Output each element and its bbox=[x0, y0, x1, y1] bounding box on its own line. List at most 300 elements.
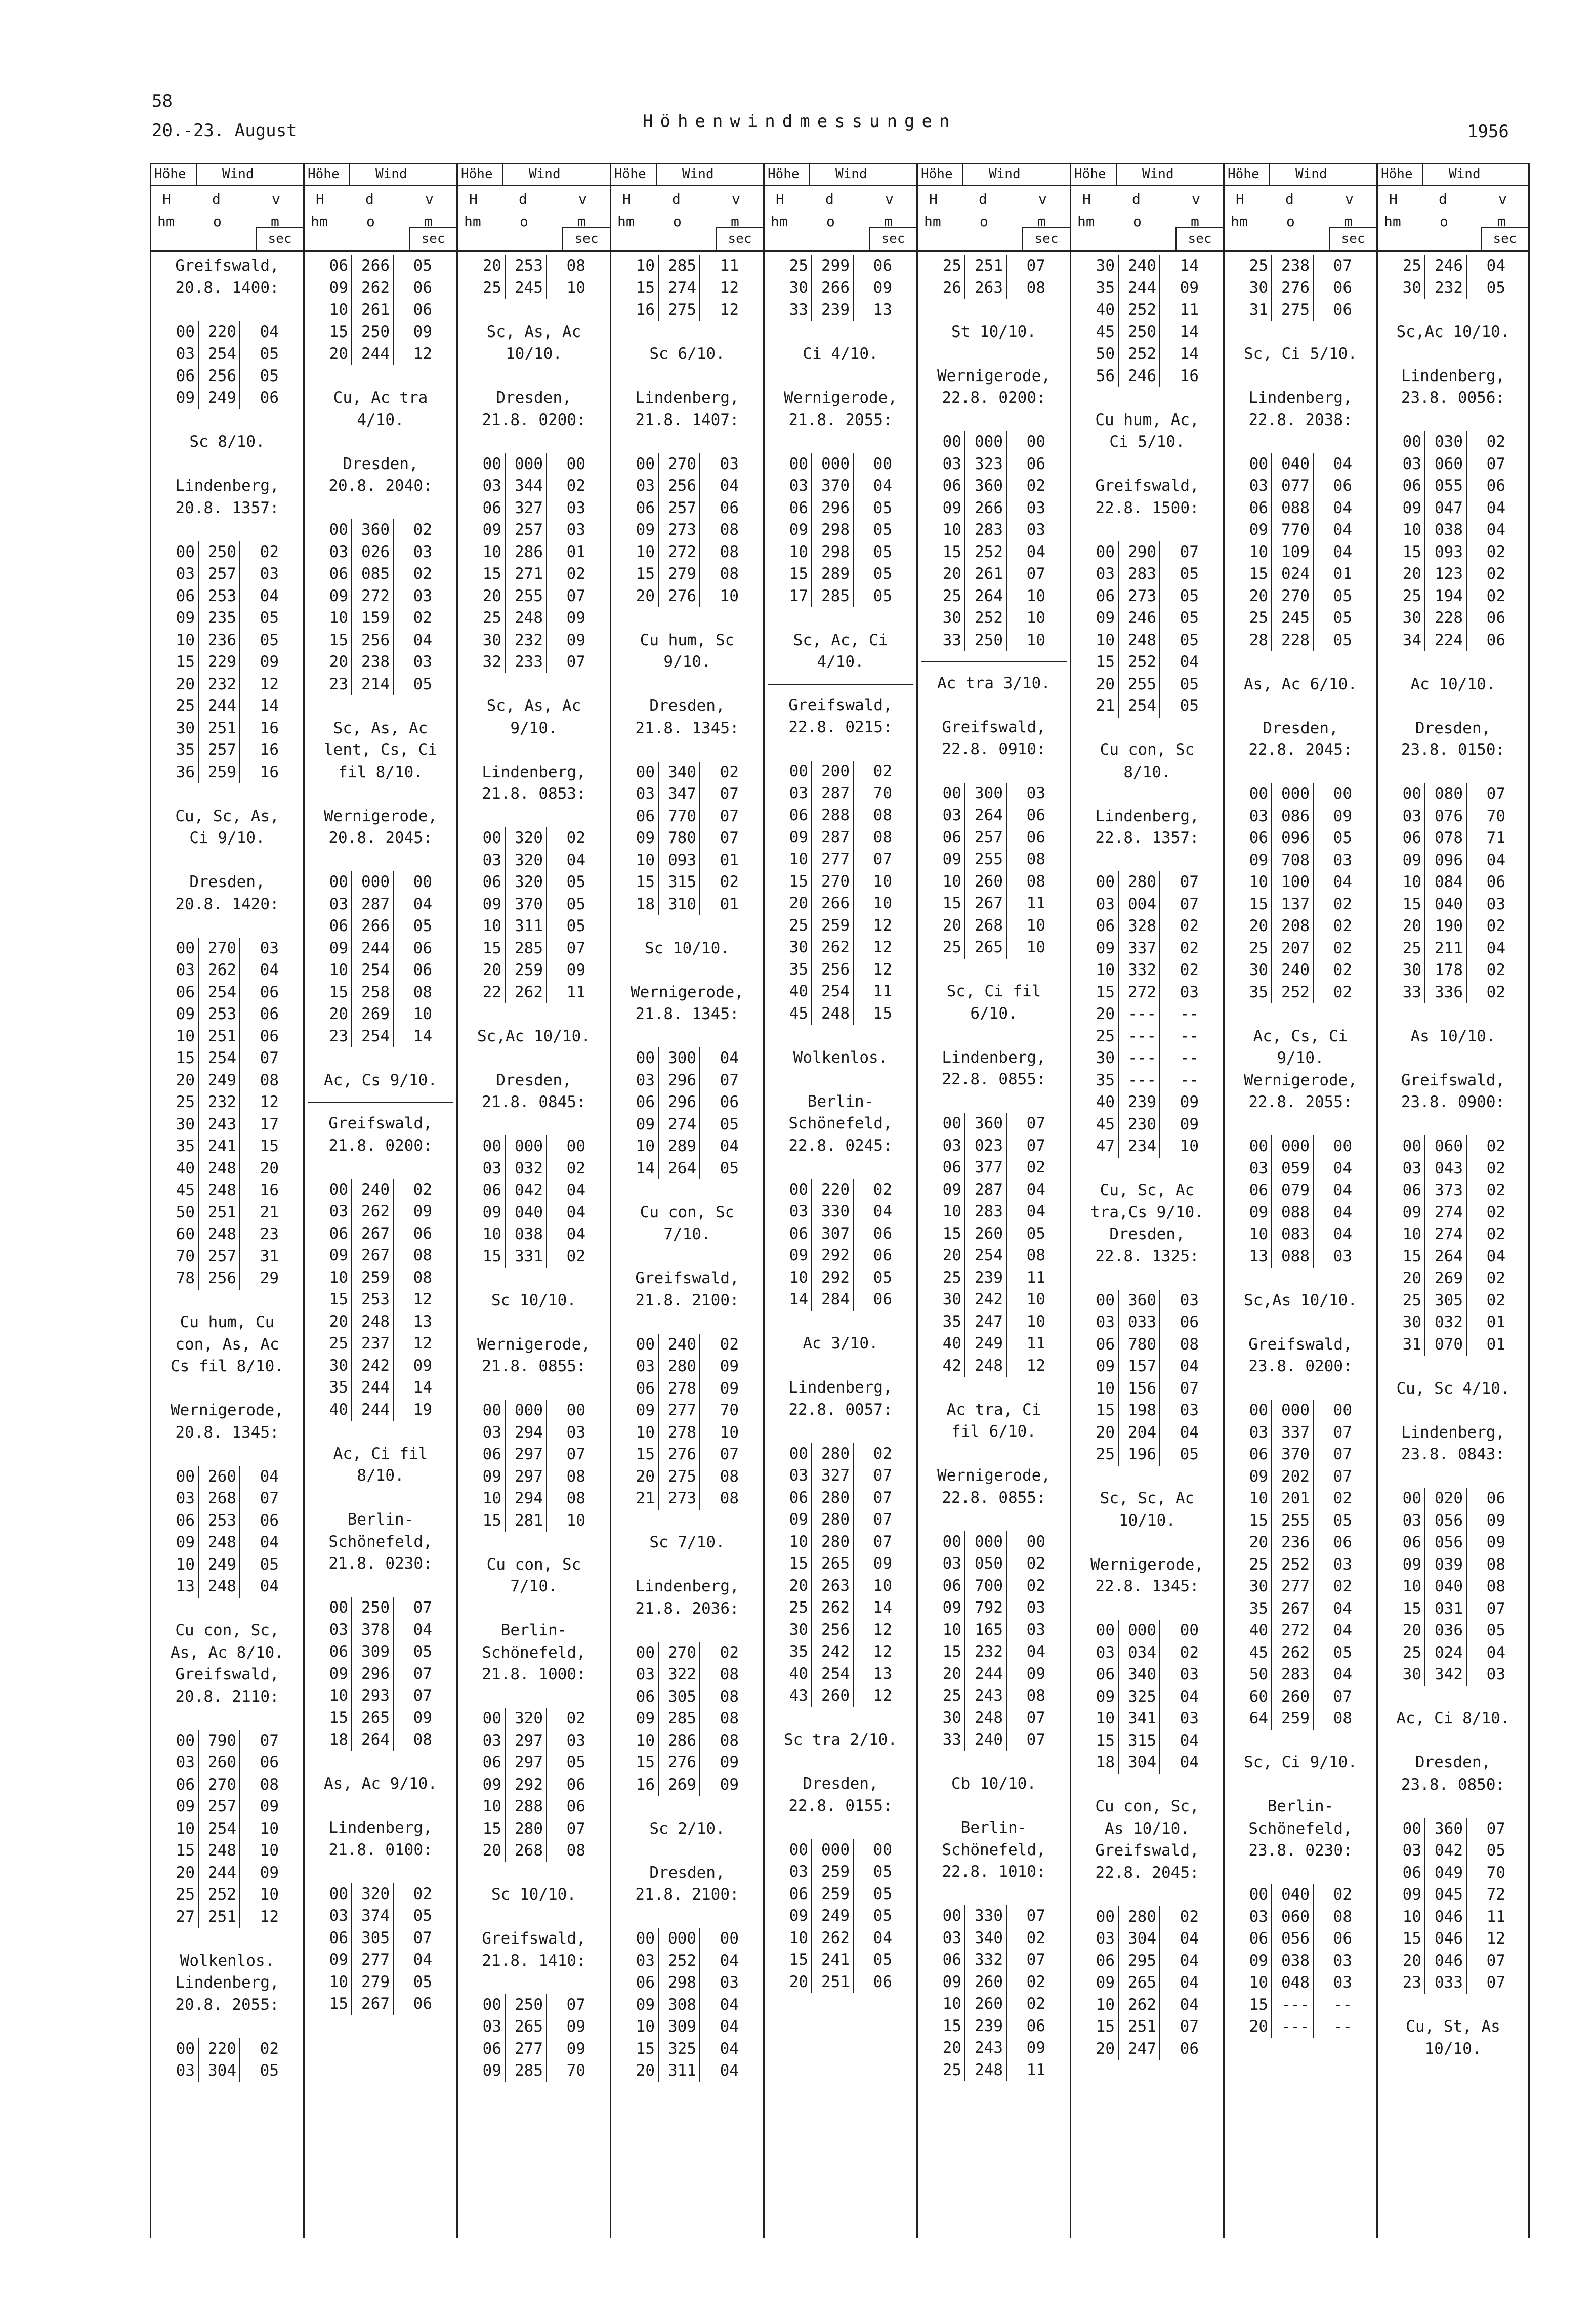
speed-cell: 05 bbox=[1180, 1445, 1199, 1463]
speed-cell: 01 bbox=[1333, 565, 1352, 583]
station-label: 21.8. 0200: bbox=[328, 1136, 433, 1155]
direction-cell: 296 bbox=[659, 1070, 700, 1092]
table-row bbox=[1381, 1510, 1525, 1532]
direction-cell: 232 bbox=[199, 673, 240, 696]
speed-cell: 04 bbox=[260, 961, 279, 979]
direction-cell: 248 bbox=[965, 1355, 1007, 1377]
table-row bbox=[1381, 915, 1525, 938]
blank-line bbox=[1074, 1774, 1220, 1796]
header-top-row bbox=[765, 164, 916, 186]
table-row bbox=[1228, 629, 1373, 652]
speed-cell: 04 bbox=[260, 1467, 279, 1486]
blank-line bbox=[1381, 1730, 1525, 1752]
station-label: 22.8. 0855: bbox=[942, 1070, 1046, 1088]
table-row bbox=[154, 1906, 300, 1928]
table-row bbox=[308, 894, 453, 916]
direction-cell: 297 bbox=[506, 1444, 547, 1466]
hm-unit: hm bbox=[924, 213, 941, 230]
station-label: Ac tra 3/10. bbox=[937, 674, 1051, 692]
direction-cell: 311 bbox=[659, 2060, 700, 2082]
table-row bbox=[308, 915, 453, 938]
station-label: Schönefeld, bbox=[328, 1532, 433, 1551]
height-cell: 20 bbox=[308, 651, 352, 673]
direction-cell: 244 bbox=[352, 938, 394, 960]
height-cell: 10 bbox=[768, 849, 812, 871]
height-cell: 20 bbox=[1228, 1532, 1272, 1554]
table-row bbox=[154, 959, 300, 982]
hm-unit: hm bbox=[464, 213, 481, 230]
speed-cell: 10 bbox=[1026, 586, 1045, 605]
direction-cell: 268 bbox=[965, 915, 1007, 937]
direction-cell: 288 bbox=[506, 1796, 547, 1818]
speed-cell: 05 bbox=[873, 1951, 892, 1969]
height-cell: 03 bbox=[921, 1553, 965, 1575]
station-label: Cu, Sc, Ac bbox=[1100, 1181, 1195, 1199]
speed-cell: 04 bbox=[720, 2039, 739, 2058]
direction-cell: 251 bbox=[199, 1202, 240, 1224]
direction-cell: 300 bbox=[965, 783, 1007, 805]
height-cell: 25 bbox=[461, 607, 506, 629]
direction-cell: 253 bbox=[199, 1003, 240, 1026]
station-label: 22.8. 2038: bbox=[1248, 410, 1353, 429]
direction-cell: 374 bbox=[352, 1905, 394, 1927]
speed-cell: 13 bbox=[413, 1312, 432, 1331]
table-column bbox=[150, 163, 303, 2238]
hm-unit: hm bbox=[771, 213, 788, 230]
height-cell: 30 bbox=[1074, 1047, 1119, 1070]
table-row bbox=[308, 299, 453, 321]
height-cell: 25 bbox=[308, 1333, 352, 1355]
height-cell: 35 bbox=[1228, 1598, 1272, 1620]
m-unit: m bbox=[884, 213, 893, 230]
blank-line bbox=[1228, 365, 1373, 388]
height-cell: 15 bbox=[921, 893, 965, 915]
speed-cell: 11 bbox=[1486, 1907, 1505, 1926]
direction-cell: 260 bbox=[199, 1466, 240, 1488]
table-row bbox=[614, 827, 760, 850]
height-cell: 20 bbox=[461, 255, 506, 277]
height-cell: 10 bbox=[768, 1531, 812, 1553]
speed-cell: 07 bbox=[1486, 785, 1505, 803]
station-label: Cu, Sc 4/10. bbox=[1396, 1379, 1510, 1398]
table-row bbox=[308, 1685, 453, 1707]
speed-cell: 06 bbox=[1180, 2039, 1199, 2058]
table-row bbox=[921, 1245, 1067, 1267]
table-row bbox=[1074, 277, 1220, 300]
speed-cell: 02 bbox=[1486, 917, 1505, 935]
station-label: Wernigerode, bbox=[171, 1401, 284, 1419]
table-row bbox=[461, 2038, 607, 2060]
speed-cell: 09 bbox=[413, 1708, 432, 1727]
height-cell: 09 bbox=[308, 938, 352, 960]
speed-cell: 06 bbox=[260, 983, 279, 1001]
height-cell: 09 bbox=[921, 1971, 965, 1994]
speed-cell: 03 bbox=[1180, 1665, 1199, 1683]
speed-cell: 04 bbox=[1333, 1225, 1352, 1243]
height-cell: 09 bbox=[1074, 1356, 1119, 1378]
table-row bbox=[1228, 585, 1373, 608]
speed-cell: 02 bbox=[1486, 565, 1505, 583]
direction-cell: 280 bbox=[659, 1356, 700, 1378]
d-symbol: d bbox=[979, 191, 987, 207]
table-row bbox=[1381, 1224, 1525, 1246]
m-unit: m bbox=[731, 213, 739, 230]
direction-cell: 257 bbox=[659, 497, 700, 520]
table-row bbox=[1074, 1070, 1220, 1092]
table-row bbox=[154, 1510, 300, 1532]
blank-line bbox=[921, 761, 1067, 783]
direction-cell: 252 bbox=[1119, 651, 1160, 673]
direction-cell: 246 bbox=[1425, 255, 1467, 277]
speed-cell: -- bbox=[1180, 1049, 1199, 1067]
speed-cell: 12 bbox=[720, 301, 739, 319]
station-label: Sc tra 2/10. bbox=[784, 1731, 897, 1749]
speed-cell: 08 bbox=[720, 1665, 739, 1683]
speed-cell: 10 bbox=[720, 586, 739, 605]
height-cell: 00 bbox=[308, 519, 352, 541]
header-divider bbox=[196, 164, 197, 185]
deg-unit: o bbox=[673, 213, 682, 230]
speed-cell: 06 bbox=[1486, 1489, 1505, 1507]
table-row bbox=[308, 1355, 453, 1377]
speed-cell: 03 bbox=[566, 1423, 585, 1442]
speed-cell: 04 bbox=[1180, 1753, 1199, 1772]
height-cell: 06 bbox=[921, 1575, 965, 1597]
blank-line bbox=[1074, 1884, 1220, 1906]
direction-cell: 265 bbox=[1119, 1972, 1160, 1994]
sec-unit: sec bbox=[1481, 227, 1528, 250]
table-row bbox=[921, 563, 1067, 585]
height-cell: 03 bbox=[921, 453, 965, 476]
speed-cell: 02 bbox=[566, 1247, 585, 1266]
speed-cell: 09 bbox=[566, 609, 585, 627]
table-row bbox=[768, 1883, 913, 1906]
height-cell: 25 bbox=[921, 585, 965, 608]
direction-cell: 228 bbox=[1272, 629, 1314, 652]
direction-cell: 264 bbox=[352, 1729, 394, 1751]
height-cell: 10 bbox=[1228, 871, 1272, 894]
height-cell: 00 bbox=[461, 1994, 506, 2016]
speed-cell: 05 bbox=[1026, 1224, 1045, 1243]
direction-cell: 248 bbox=[1119, 629, 1160, 652]
speed-cell: 02 bbox=[413, 521, 432, 539]
table-row bbox=[461, 1202, 607, 1224]
direction-cell: 000 bbox=[506, 1400, 547, 1422]
table-row bbox=[768, 893, 913, 915]
direction-cell: 059 bbox=[1272, 1158, 1314, 1180]
table-row bbox=[461, 255, 607, 277]
v-symbol: v bbox=[732, 191, 740, 207]
direction-cell: 288 bbox=[812, 805, 854, 827]
table-row bbox=[154, 1026, 300, 1048]
height-cell: 21 bbox=[614, 1488, 659, 1510]
direction-cell: 244 bbox=[199, 695, 240, 718]
speed-cell: 03 bbox=[1026, 1620, 1045, 1639]
height-cell: 25 bbox=[1381, 1290, 1425, 1312]
direction-cell: 296 bbox=[659, 1091, 700, 1114]
direction-cell: 207 bbox=[1272, 938, 1314, 960]
speed-cell: 06 bbox=[413, 278, 432, 297]
table-row bbox=[461, 1818, 607, 1840]
deg-unit: o bbox=[826, 213, 835, 230]
speed-cell: 05 bbox=[260, 630, 279, 649]
direction-cell: 327 bbox=[812, 1465, 854, 1487]
blank-line bbox=[1228, 1268, 1373, 1290]
height-cell: 27 bbox=[154, 1906, 199, 1928]
m-unit: m bbox=[271, 213, 279, 230]
speed-cell: 07 bbox=[566, 1995, 585, 2014]
table-row bbox=[308, 255, 453, 277]
speed-cell: 05 bbox=[1333, 1643, 1352, 1662]
direction-cell: 042 bbox=[1425, 1840, 1467, 1862]
height-cell: 26 bbox=[921, 277, 965, 300]
speed-cell: 02 bbox=[413, 1884, 432, 1903]
speed-cell: 05 bbox=[1180, 586, 1199, 605]
direction-cell: 032 bbox=[1425, 1312, 1467, 1334]
station-label: 22.8. 1357: bbox=[1095, 829, 1199, 847]
direction-cell: 000 bbox=[812, 453, 854, 476]
station-label: 10/10. bbox=[506, 345, 562, 363]
table-row bbox=[154, 629, 300, 652]
column-body bbox=[151, 252, 303, 2082]
direction-cell: 263 bbox=[812, 1575, 854, 1597]
table-row bbox=[614, 299, 760, 321]
height-cell: 00 bbox=[614, 1642, 659, 1664]
station-label: Schönefeld, bbox=[942, 1840, 1046, 1859]
table-row bbox=[768, 1905, 913, 1927]
column-header bbox=[765, 163, 916, 252]
height-cell: 03 bbox=[154, 563, 199, 585]
table-row bbox=[461, 277, 607, 300]
speed-cell: 02 bbox=[1026, 477, 1045, 495]
blank-line bbox=[1074, 1598, 1220, 1620]
speed-cell: 08 bbox=[1486, 1577, 1505, 1595]
blank-line bbox=[614, 739, 760, 762]
table-column bbox=[1223, 163, 1376, 2238]
direction-cell: 242 bbox=[352, 1355, 394, 1377]
blank-line bbox=[768, 1311, 913, 1333]
table-row bbox=[768, 277, 913, 300]
height-cell: 25 bbox=[1228, 607, 1272, 629]
height-cell: 10 bbox=[1074, 629, 1119, 652]
speed-cell: 05 bbox=[1180, 609, 1199, 627]
h-symbol: H bbox=[1236, 191, 1244, 207]
blank-line bbox=[1074, 453, 1220, 476]
blank-line bbox=[614, 365, 760, 388]
table-row bbox=[921, 2037, 1067, 2059]
column-header bbox=[1378, 163, 1528, 252]
height-cell: 00 bbox=[461, 827, 506, 850]
blank-line bbox=[768, 1025, 913, 1047]
blank-line bbox=[461, 1312, 607, 1334]
station-label: Sc,As 10/10. bbox=[1244, 1291, 1357, 1310]
blank-line bbox=[308, 1795, 453, 1818]
table-row bbox=[614, 1091, 760, 1114]
station-label: Dresden, bbox=[803, 1775, 878, 1793]
table-row bbox=[1074, 938, 1220, 960]
table-row bbox=[1381, 629, 1525, 652]
speed-cell: 07 bbox=[720, 807, 739, 825]
height-cell: 10 bbox=[921, 519, 965, 541]
height-cell: 32 bbox=[461, 651, 506, 673]
height-cell: 20 bbox=[1381, 915, 1425, 938]
table-row bbox=[1074, 1422, 1220, 1444]
height-cell: 20 bbox=[921, 915, 965, 937]
speed-cell: 11 bbox=[1026, 1334, 1045, 1353]
height-cell: 15 bbox=[614, 1444, 659, 1466]
height-cell: 06 bbox=[1074, 915, 1119, 938]
table-row bbox=[921, 871, 1067, 893]
station-label: Berlin- bbox=[807, 1092, 874, 1111]
table-row bbox=[461, 475, 607, 497]
blank-line bbox=[308, 1047, 453, 1070]
height-cell: 15 bbox=[1074, 1400, 1119, 1422]
direction-cell: 000 bbox=[352, 871, 394, 894]
blank-line bbox=[1381, 762, 1525, 784]
table-row bbox=[1228, 1686, 1373, 1708]
height-cell: 03 bbox=[308, 1201, 352, 1223]
table-row bbox=[1381, 871, 1525, 894]
table-row bbox=[154, 1179, 300, 1202]
speed-cell: 05 bbox=[1180, 697, 1199, 715]
height-cell: 25 bbox=[921, 255, 965, 277]
speed-cell: 07 bbox=[1026, 565, 1045, 583]
direction-cell: 260 bbox=[965, 871, 1007, 893]
height-cell: 20 bbox=[461, 1840, 506, 1862]
height-cell: 40 bbox=[308, 1399, 352, 1421]
station-label: Greifswald, bbox=[1401, 1071, 1505, 1089]
direction-cell: 243 bbox=[965, 1685, 1007, 1707]
table-row bbox=[1381, 982, 1525, 1004]
station-label: Sc, Sc, Ac bbox=[1100, 1489, 1195, 1507]
direction-cell: 267 bbox=[352, 1245, 394, 1267]
height-cell: 00 bbox=[1228, 1135, 1272, 1158]
station-label: Cu, Ac tra bbox=[333, 389, 428, 407]
station-label: As 10/10. bbox=[1105, 1819, 1190, 1838]
speed-cell: 08 bbox=[873, 806, 892, 824]
height-cell: 45 bbox=[1074, 321, 1119, 344]
table-row bbox=[308, 1905, 453, 1927]
blank-line bbox=[154, 1928, 300, 1950]
direction-cell: 056 bbox=[1425, 1510, 1467, 1532]
height-cell: 20 bbox=[768, 1575, 812, 1597]
table-row bbox=[1228, 783, 1373, 806]
direction-cell: 251 bbox=[199, 1906, 240, 1928]
height-cell: 00 bbox=[1074, 1906, 1119, 1928]
direction-cell: 277 bbox=[1272, 1576, 1314, 1598]
blank-line bbox=[308, 1421, 453, 1443]
height-cell: 00 bbox=[768, 1179, 812, 1201]
direction-cell: 252 bbox=[1272, 1554, 1314, 1576]
direction-cell: 202 bbox=[1272, 1466, 1314, 1488]
direction-cell: 268 bbox=[506, 1840, 547, 1862]
direction-cell: 023 bbox=[965, 1135, 1007, 1157]
height-cell: 25 bbox=[768, 915, 812, 937]
speed-cell: 05 bbox=[873, 565, 892, 583]
direction-cell: 292 bbox=[812, 1245, 854, 1267]
height-cell: 09 bbox=[154, 387, 199, 409]
speed-cell: 00 bbox=[566, 1137, 585, 1155]
speed-cell: 05 bbox=[1333, 630, 1352, 649]
table-row bbox=[614, 762, 760, 784]
speed-cell: 02 bbox=[1486, 542, 1505, 561]
station-label: Wernigerode, bbox=[937, 1466, 1051, 1485]
speed-cell: 07 bbox=[413, 1598, 432, 1617]
speed-cell: 02 bbox=[260, 2039, 279, 2058]
station-label: 22.8. 1325: bbox=[1095, 1247, 1199, 1266]
direction-cell: 255 bbox=[506, 585, 547, 608]
table-row bbox=[154, 1752, 300, 1774]
table-row bbox=[614, 1686, 760, 1708]
column-header bbox=[305, 163, 456, 252]
height-cell: 06 bbox=[1381, 1179, 1425, 1202]
station-label: 20.8. 1420: bbox=[175, 895, 279, 913]
height-cell: 40 bbox=[1074, 299, 1119, 321]
height-cell: 20 bbox=[614, 2060, 659, 2082]
speed-cell: 05 bbox=[873, 498, 892, 517]
table-row bbox=[614, 277, 760, 300]
table-row bbox=[154, 343, 300, 365]
station-label: Cu con, Sc bbox=[640, 1203, 735, 1221]
station-label: 21.8. 0230: bbox=[328, 1554, 433, 1573]
direction-cell: 265 bbox=[812, 1553, 854, 1575]
blank-line bbox=[1074, 718, 1220, 740]
direction-cell: 244 bbox=[965, 1663, 1007, 1685]
station-label: Schönefeld, bbox=[1248, 1819, 1353, 1838]
table-row bbox=[1381, 1884, 1525, 1906]
height-cell: 60 bbox=[1228, 1686, 1272, 1708]
direction-cell: 055 bbox=[1425, 475, 1467, 497]
direction-cell: 269 bbox=[659, 1774, 700, 1796]
speed-cell: 13 bbox=[873, 301, 892, 319]
table-row bbox=[921, 607, 1067, 629]
speed-cell: 08 bbox=[1026, 850, 1045, 868]
height-cell: 35 bbox=[308, 1377, 352, 1399]
height-cell: 00 bbox=[614, 762, 659, 784]
blank-line bbox=[768, 365, 913, 388]
speed-cell: 08 bbox=[1026, 278, 1045, 297]
direction-cell: 327 bbox=[506, 497, 547, 520]
height-cell: 20 bbox=[461, 959, 506, 982]
speed-cell: 11 bbox=[873, 982, 892, 1000]
station-label: 23.8. 0056: bbox=[1401, 389, 1505, 407]
direction-cell: 267 bbox=[1272, 1598, 1314, 1620]
direction-cell: 286 bbox=[659, 1730, 700, 1752]
speed-cell: 01 bbox=[566, 542, 585, 561]
height-cell: 18 bbox=[1074, 1752, 1119, 1774]
blank-line bbox=[154, 519, 300, 541]
speed-cell: -- bbox=[1180, 1027, 1199, 1045]
table-row bbox=[154, 1158, 300, 1180]
table-row bbox=[614, 1422, 760, 1444]
table-row bbox=[614, 1114, 760, 1136]
header-top-row bbox=[1225, 164, 1376, 186]
table-row bbox=[1381, 1598, 1525, 1620]
speed-cell: 09 bbox=[720, 1357, 739, 1375]
table-row bbox=[1074, 1091, 1220, 1114]
height-cell: 20 bbox=[1381, 1950, 1425, 1972]
direction-cell: 257 bbox=[199, 739, 240, 762]
speed-cell: 09 bbox=[1180, 1115, 1199, 1133]
direction-cell: 253 bbox=[506, 255, 547, 277]
header-top-row bbox=[1378, 164, 1528, 186]
hm-unit: hm bbox=[311, 213, 328, 230]
speed-cell: 00 bbox=[566, 454, 585, 473]
table-row bbox=[921, 519, 1067, 541]
header-top-row bbox=[458, 164, 610, 186]
table-row bbox=[1228, 1488, 1373, 1510]
direction-cell: 285 bbox=[506, 2060, 547, 2082]
